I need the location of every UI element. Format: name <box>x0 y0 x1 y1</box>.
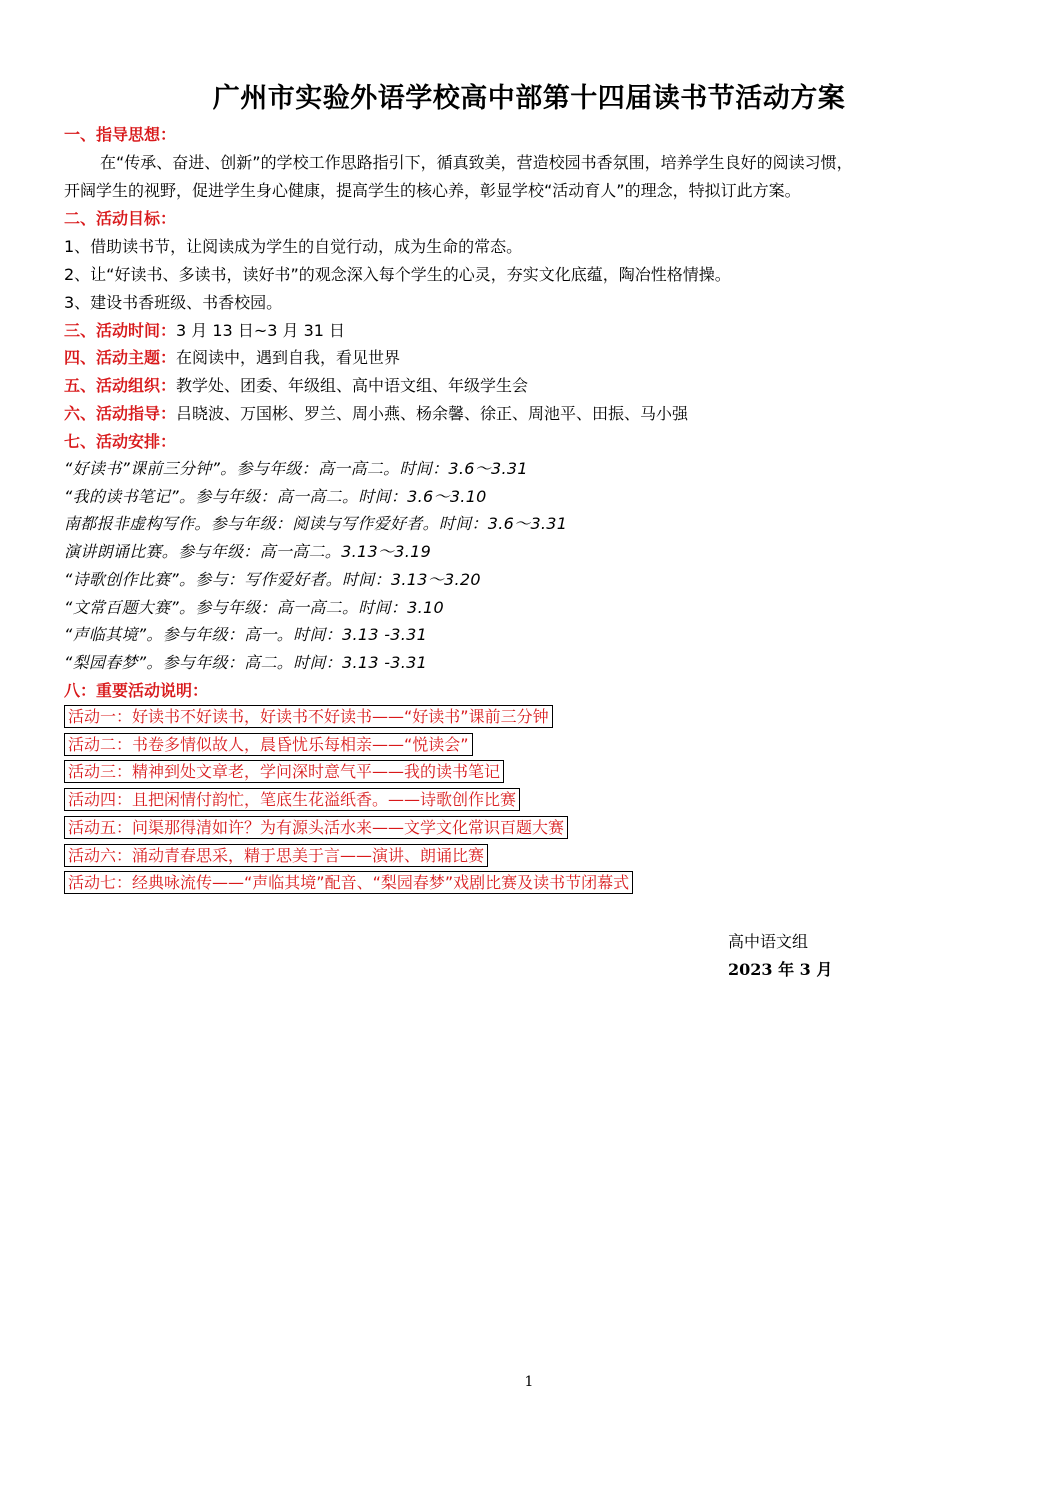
activity-box-6: 活动六：涌动青春思采，精于思美于言——演讲、朗诵比赛 <box>64 844 488 867</box>
schedule-item-3: 南都报非虚构写作。参与年级：阅读与写作爱好者。时间：3.6～3.31 <box>64 514 568 533</box>
activity-box-5: 活动五：问渠那得清如许？为有源头活水来——文学文化常识百题大赛 <box>64 816 568 839</box>
section-6-value: 吕晓波、万国彬、罗兰、周小燕、杨余馨、徐正、周池平、田振、马小强 <box>176 404 689 423</box>
document-title: 广州市实验外语学校高中部第十四届读书节活动方案 <box>212 83 846 114</box>
goal-item-3: 3、建设书香班级、书香校园。 <box>64 293 283 312</box>
section-4 <box>64 347 400 369</box>
activity-box-1: 活动一：好读书不好读书，好读书不好读书——“好读书”课前三分钟 <box>64 705 553 728</box>
goal-item-2: 2、让“好读书、多读书，读好书”的观念深入每个学生的心灵，夯实文化底蕴，陶冶性格情操。 <box>64 265 731 284</box>
section-5-value: 教学处、团委、年级组、高中语文组、年级学生会 <box>176 376 529 395</box>
signature-org: 高中语文组 <box>728 932 809 951</box>
section-1-heading: 一、指导思想： <box>64 125 177 144</box>
activity-box-4: 活动四：且把闲情付韵忙，笔底生花溢纸香。——诗歌创作比赛 <box>64 788 520 811</box>
goal-item-1: 1、借助读书节，让阅读成为学生的自觉行动，成为生命的常态。 <box>64 237 523 256</box>
section-2-heading: 二、活动目标： <box>64 209 177 228</box>
section-7-heading: 七、活动安排： <box>64 432 177 451</box>
section-4-heading: 四、活动主题： <box>64 348 177 367</box>
schedule-item-7: “声临其境”。参与年级：高一。时间：3.13 -3.31 <box>64 625 428 644</box>
section-5 <box>64 375 528 397</box>
activity-box-2: 活动二：书卷多情似故人，晨昏忧乐每相亲——“悦读会” <box>64 733 473 756</box>
activity-box-7: 活动七：经典咏流传——“声临其境”配音、“梨园春梦”戏剧比赛及读书节闭幕式 <box>64 871 633 894</box>
section-8-heading: 八：重要活动说明： <box>64 681 209 700</box>
section-3 <box>64 320 345 342</box>
section-3-value: 3 月 13 日~3 月 31 日 <box>176 321 346 340</box>
schedule-item-2: “我的读书笔记”。参与年级：高一高二。时间：3.6～3.10 <box>64 487 487 506</box>
section-4-value: 在阅读中，遇到自我，看见世界 <box>176 348 401 367</box>
schedule-item-6: “文常百题大赛”。参与年级：高一高二。时间：3.10 <box>64 598 445 617</box>
section-1-paragraph-line-2: 开阔学生的视野，促进学生身心健康，提高学生的核心养，彰显学校“活动育人”的理念，特拟订此方案。 <box>64 181 801 200</box>
signature-date: 2023 年 3 月 <box>728 960 833 979</box>
section-6-heading: 六、活动指导： <box>64 404 177 423</box>
schedule-item-5: “诗歌创作比赛”。参与：写作爱好者。时间：3.13～3.20 <box>64 570 481 589</box>
section-5-heading: 五、活动组织： <box>64 376 177 395</box>
section-6 <box>64 403 688 425</box>
schedule-item-4: 演讲朗诵比赛。参与年级：高一高二。3.13～3.19 <box>64 542 432 561</box>
section-1-paragraph-line-1: 在“传承、奋进、创新”的学校工作思路指引下，循真致美，营造校园书香氛围，培养学生良好的阅读习惯， <box>100 153 853 172</box>
schedule-item-1: “好读书”课前三分钟”。参与年级：高一高二。时间：3.6～3.31 <box>64 459 528 478</box>
section-3-heading: 三、活动时间： <box>64 321 177 340</box>
page-number: 1 <box>524 1374 534 1390</box>
schedule-item-8: “梨园春梦”。参与年级：高二。时间：3.13 -3.31 <box>64 653 428 672</box>
activity-box-3: 活动三：精神到处文章老，学问深时意气平——我的读书笔记 <box>64 760 504 783</box>
